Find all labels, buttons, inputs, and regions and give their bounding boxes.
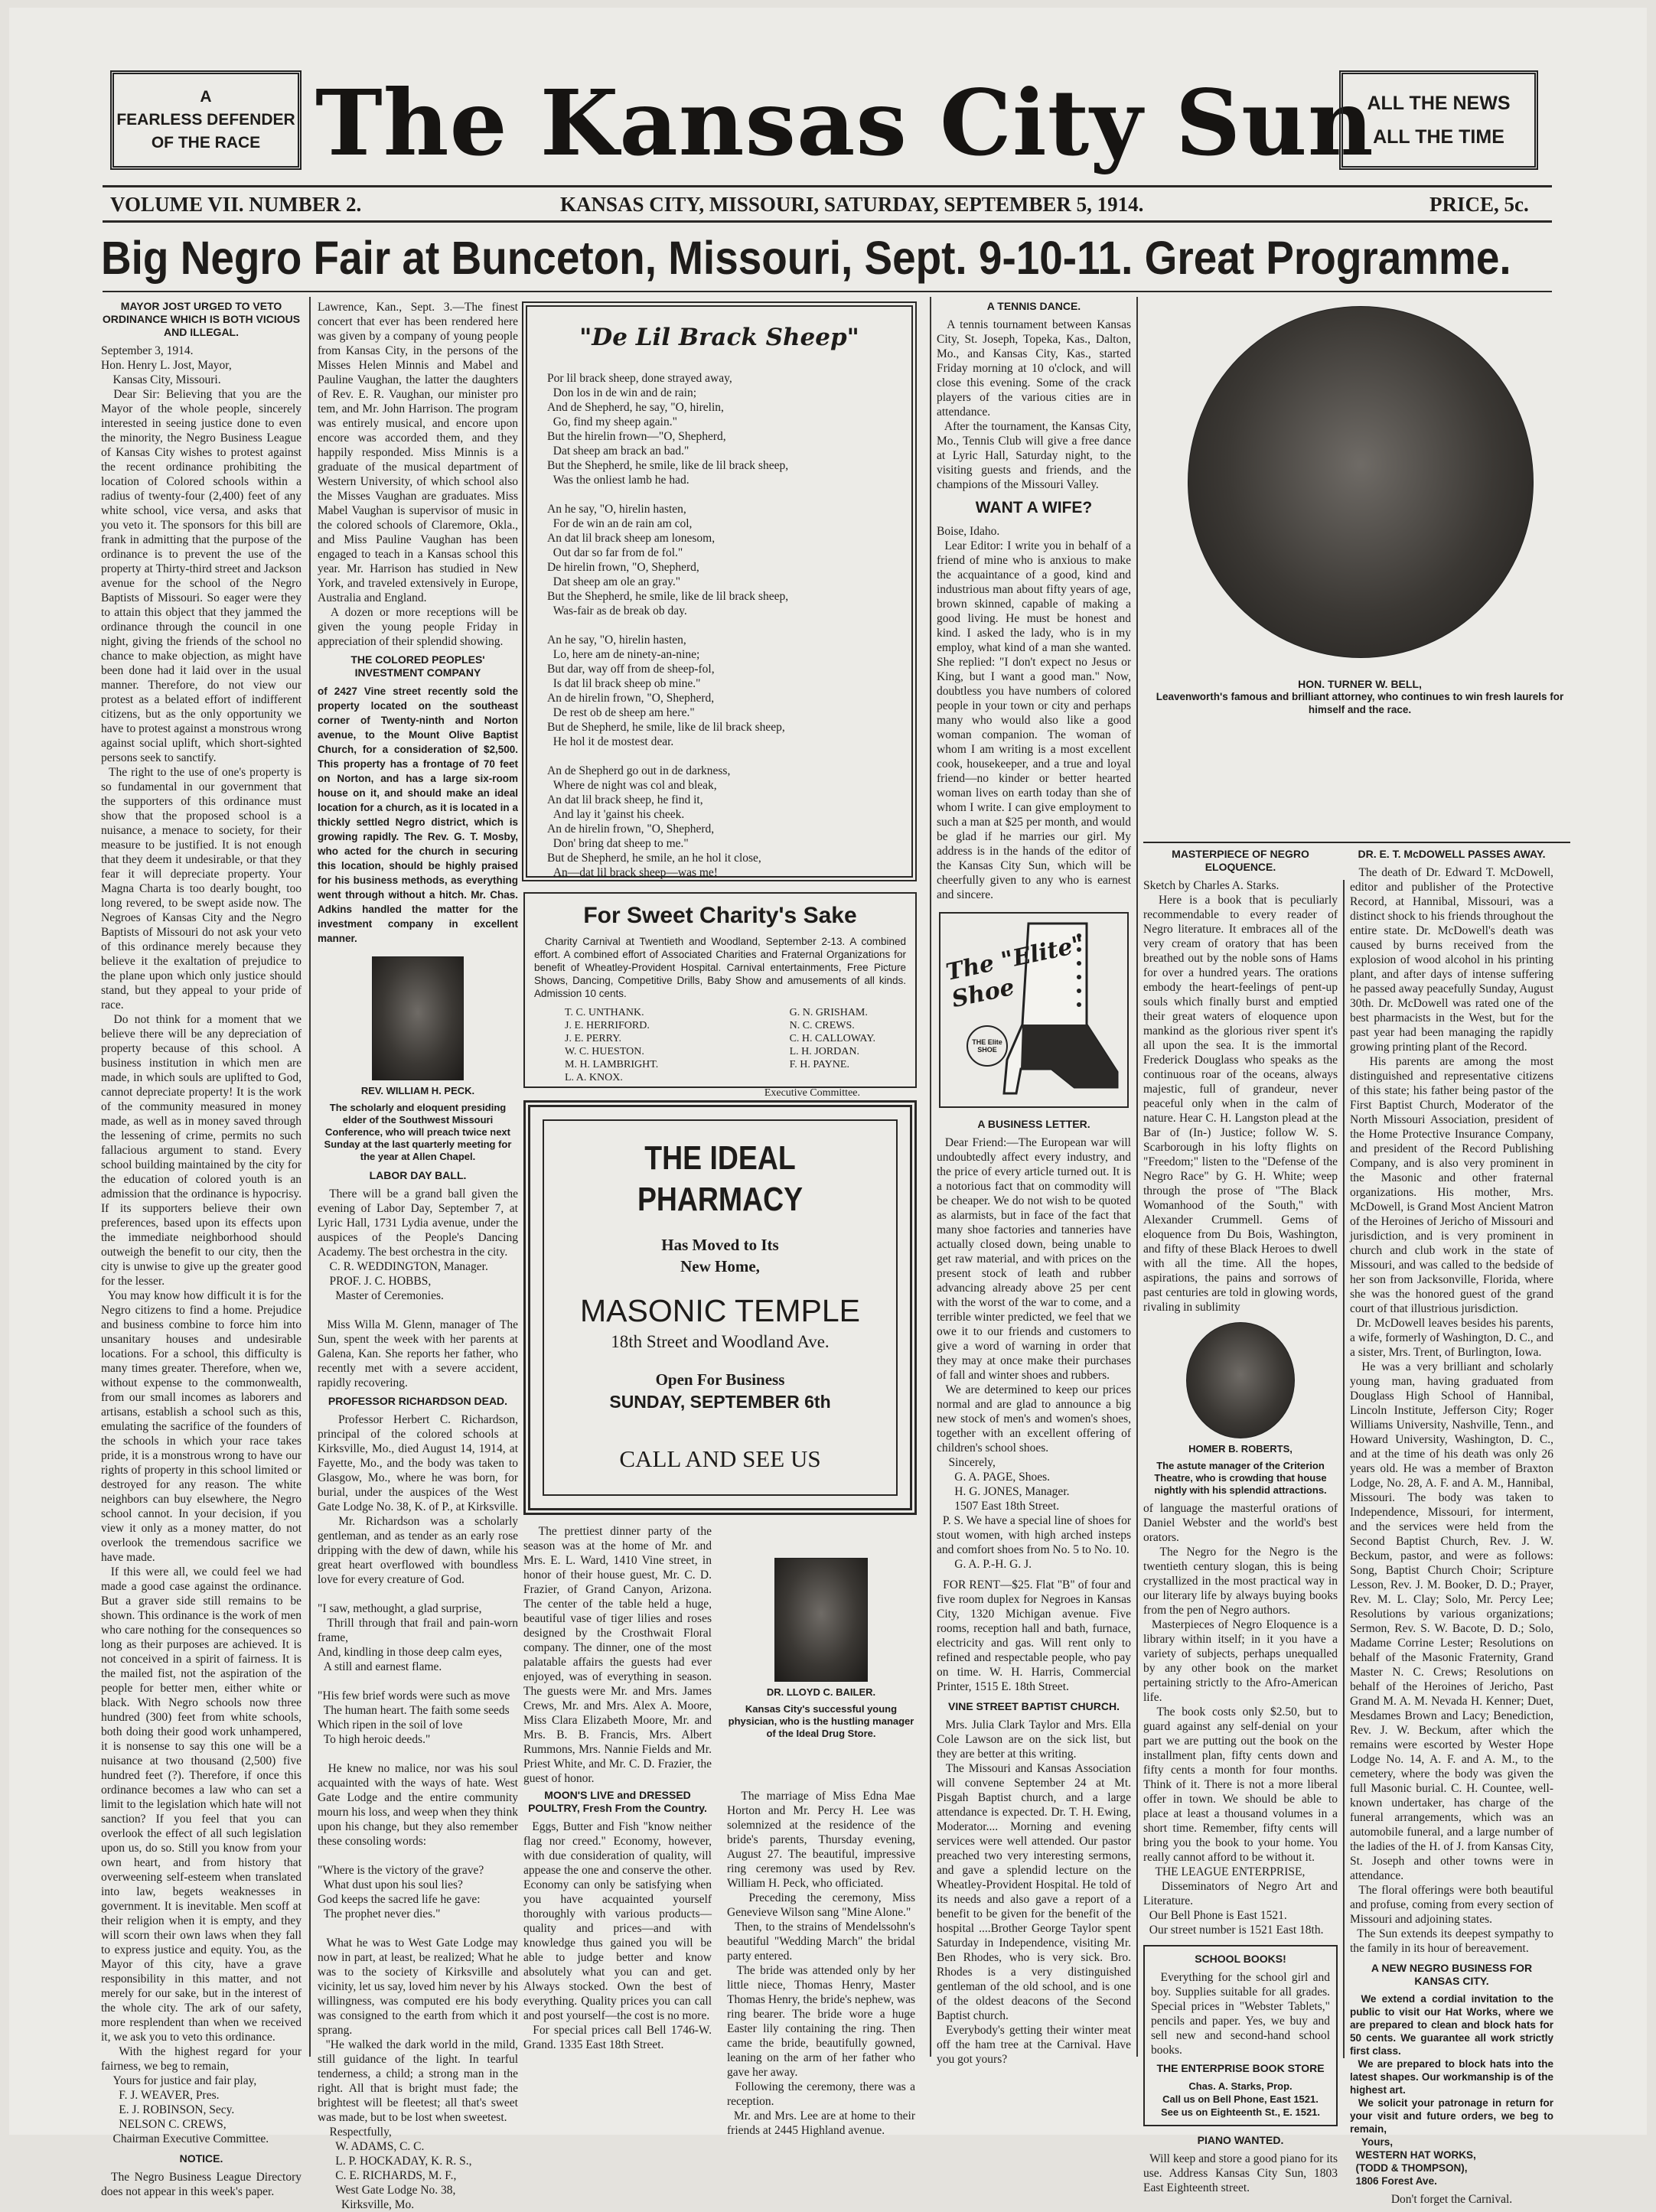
portrait-photo-peck (372, 956, 464, 1080)
school-books-headline: SCHOOL BOOKS! (1195, 1953, 1286, 1965)
portrait-photo-bailer (774, 1558, 868, 1682)
photo-caption-text: Leavenworth's famous and brilliant attorney, who continues to win fresh laurels for himself and the race. (1156, 691, 1567, 715)
newspaper-nameplate: The Kansas City Sun (315, 70, 1374, 176)
want-a-wife-article: Boise, Idaho. Lear Editor: I write you in behalf of a friend of mine who is anxious to make the acquaintance of a good, kind and industrious man about fifty years of age, brown skinned, capable of making a good living. He must be honest and kind. I asked the lady, who is in my employ, what kind of a man she wanted. She replied: "I don't expect no Jesus or King, but I want a good man." Now, doubtless you have numbers of colored people in your town or city and perhaps many who would also like a good woman companion. The woman of whom I am writing is a most excellent cook, housekeeper, and a true and loyal friend—no kinder or better hearted woman lives on earth today than she of whom I write. I can give employment to such a man at $25 per month, and would be glad if he marries our girl. My address is in the hands of the editor of the Kansas City Sun, which will be cheerfully given to any who is earnest and sincere. (937, 525, 1131, 901)
labor-day-article: There will be a grand ball given the evening of Labor Day, September 7, at Lyric Hall, 1731 Lydia avenue, under the auspices of the People's Dancing Academy. The best orchestra in the city. C. R. WEDDINGTON, Manager. PROF. J. C. HOBBS, Master of Ceremonies. Miss Willa M. Glenn, manager of The Sun, spent the week with her parents at Galena, Kan. She reports her father, who recently met with a severe accident, rapidly recovering. (318, 1187, 518, 1389)
pharmacy-location: MASONIC TEMPLE (579, 1293, 861, 1328)
pharmacy-name: THE IDEAL PHARMACY (637, 1139, 804, 1218)
ear-line: A (200, 88, 212, 106)
photo-caption-name: REV. WILLIAM H. PECK. (360, 1085, 475, 1096)
shoe-brand: The "Elite" Shoe (944, 930, 1087, 1014)
church-headline: VINE STREET BAPTIST CHURCH. (947, 1700, 1120, 1712)
notice-body: The Negro Business League Directory does not appear in this week's paper. (101, 2171, 305, 2198)
committee-name: J. E. PERRY. (565, 1033, 622, 1044)
dinner-party-text: The prettiest dinner party of the season was at the home of Mr. and Mrs. E. L. Ward, 1410 Vine street, in honor of their house guest, Mr. C. D. Frazier, of Grand Canyon, Arizona. The center of the table held a huge, beautiful vase of tiger lilies and roses designed by the Crosthwait Floral company. The dinner, one of the most palatable affairs the guests had ever enjoyed, was of everything in season. The guests were Mr. and Mrs. James Crews, Mr. and Mrs. Alex A. Moore, Miss Clara Elizabeth Moore, Mr. and Mrs. B. B. Francis, Mrs. Albert Rummons, Mrs. Nannie Fields and Mr. Priest White, and Mr. C. D. Frazier, the guest of honor. (523, 1525, 715, 1785)
committee-name: C. H. CALLOWAY. (789, 1033, 875, 1044)
investment-headline: THE COLORED PEOPLES' INVESTMENT COMPANY (350, 653, 485, 679)
committee-name: L. A. KNOX. (565, 1072, 623, 1083)
wedding-text: The marriage of Miss Edna Mae Horton and Mr. Percy H. Lee was solemnized at the residence of the bride's parents, Thursday evening, August 27. The beautiful, impressive ring ceremony was used by Rev. William H. Peck, who officiated. Preceding the ceremony, Miss Genevieve Wilson sang "Mine Alone." Then, to the strains of Mendelssohn's beautiful "Wedding March" the bridal party entered. The bride was attended only by her little niece, Thomas Henry, Master Thomas Henry, the bride's nephew, was ring bearer. The bride wore a huge Easter lily containing the ring. Then came the bride, beautifully gowned, leaning on the arm of her father who gave her away. Following the ceremony, there was a reception. Mr. and Mrs. Lee are at home to their friends at 2445 Highland avenue. (727, 1790, 916, 2137)
photo-caption-text: The scholarly and eloquent presiding elder of the Southwest Missouri Conference, who will preach twice next Sunday at the last quarterly meeting for the year at Allen Chapel. (324, 1102, 515, 1162)
committee-name: L. H. JORDAN. (789, 1046, 859, 1057)
bell-portrait-block (1151, 306, 1570, 666)
business-letter-body: Dear Friend:—The European war will undoubtedly affect every industry, and the price of every article turned out. It is a notorious fact that on commodity will be cheaper. We do not wish to be quoted as alarmists, but in face of the fact that many shoe factories and tanneries have actually closed down, being unable to get raw material, and with prices on the present stock of leath and rubber advancing already above 25 per cent with the worst of the war to come, and a terrible winter predicted, we feel that we owe it to our friends and customers to give a word of warning in order that they may at once make their purchases of fall and winter shoes and rubbers. We are determined to keep our prices normal and are glad to announce a big new stock of men's and women's shoes, together with an excellent offering of children's school shoes. Sincerely, G. A. PAGE, Shoes. H. G. JONES, Manager. 1507 East 18th Street. P. S. We have a special line of shoes for stout women, with high arched insteps and comfort shoes from No. 5 to No. 10. G. A. P.-H. G. J. (937, 1136, 1132, 1571)
portrait-photo-roberts (1186, 1322, 1295, 1438)
committee-name: G. N. GRISHAM. (789, 1007, 868, 1018)
ear-line: ALL THE NEWS (1367, 93, 1511, 114)
column-rule (309, 297, 311, 2057)
charity-title: For Sweet Charity's Sake (583, 903, 857, 928)
concert-article: Lawrence, Kan., Sept. 3.—The finest concert that ever has been rendered here was given by a company of young people from Kansas City, in the persons of the Misses Helen Minnis and Mabel and Pauline Vaughan, the latter the daughters of Rev. E. R. Vaughan, our minister pro tem, and Mr. John Harrison. The program was entirely musical, and encore upon encore was accorded them, and they happily responded. Miss Minnis is a graduate of the musical department of Western University, of which school also the Misses Vaughan are graduates. Miss Mabel Vaughan is supervisor of music in the colored schools of Claremore, Okla., and Miss Pauline Vaughan has been engaged to teach in a Kansas school this year. Mr. Harrison has studied in New York, and traveled extensively in Europe, Australia and England. A dozen or more receptions will be given the young people Friday in appreciation of their splendid showing. (318, 301, 519, 648)
committee-name: T. C. UNTHANK. (565, 1007, 644, 1018)
pharmacy-moved: Has Moved to Its New Home, (661, 1236, 779, 1275)
piano-text: Will keep and store a good piano for its use. Address Kansas City Sun, 1803 East Eighteenth street. (1143, 2152, 1341, 2194)
pharmacy-ad-inner (543, 1119, 898, 1496)
hat-works-ad: We extend a cordial invitation to the public to visit our Hat Works, where we are prepared to clean and block hats for 50 cents. We guarantee all work strictly first class. We are prepared to block hats into the latest shapes. Our workmanship is of the highest art. We solicit your patronage in return for your visit and future orders, we beg to remain, Yours, WESTERN HAT WORKS, (TODD & THOMPSON), 1806 Forest Ave. (1350, 1993, 1553, 2187)
obituary-headline: PROFESSOR RICHARDSON DEAD. (328, 1395, 508, 1407)
newspaper-page (9, 8, 1647, 2211)
divider (103, 185, 1552, 187)
photo-caption-name: HON. TURNER W. BELL, (1298, 678, 1422, 690)
poultry-headline: MOON'S LIVE and DRESSED POULTRY, Fresh From the Country. (528, 1789, 707, 1814)
column-4 (937, 300, 1134, 2083)
column-rule (1136, 297, 1138, 2057)
business-letter-headline: A BUSINESS LETTER. (977, 1118, 1090, 1130)
column-6 (1350, 848, 1554, 2206)
photo-caption-text: The astute manager of the Criterion Theatre, who is crowding that house nightly with his splendid attractions. (1154, 1460, 1330, 1496)
committee-name: M. H. LAMBRIGHT. (565, 1059, 659, 1070)
committee-name: W. C. HUESTON. (565, 1046, 644, 1057)
wedding-article (727, 1789, 916, 2137)
volume-line: VOLUME VII. NUMBER 2. (110, 193, 362, 216)
dateline: KANSAS CITY, MISSOURI, SATURDAY, SEPTEMBER 5, 1914. (560, 193, 1144, 216)
poem-frame (522, 301, 917, 881)
divider (1143, 842, 1570, 843)
portrait-photo-bell (1188, 306, 1534, 658)
banner-headline: Big Negro Fair at Bunceton, Missouri, Sept. 9-10-11. Great Programme. (101, 232, 1511, 284)
column-1 (101, 300, 305, 2198)
shoe-stamp: THE Elite SHOE (972, 1038, 1002, 1054)
article-headline: MAYOR JOST URGED TO VETO ORDINANCE WHICH IS BOTH VICIOUS AND ILLEGAL. (102, 300, 301, 338)
church-article: Mrs. Julia Clark Taylor and Mrs. Ella Cole Lawson are on the sick list, but they are better at this writing. The Missouri and Kansas Association will convene September 24 at Mt. Pisgah Baptist church, and a large attendance is expected. Dr. T. H. Ewing, Moderator.... Morning and evening services were well attended. Our pastor preached two very interesting sermons, and gave a splendid lecture on the Wheatley-Provident Hospital. He told of its needs and also gave a report of a benefit to be given for the benefit of the hospital ....Brother George Taylor spent Saturday in Independence, visiting Mr. Ben Rhodes, who is very sick. Bro. Rhodes is a very distinguished gentleman of the old school, and is one of the oldest deacons of the Second Baptist church. Everybody's getting their winter meat off the ham tree at the Carnival. Have you got yours? (937, 1718, 1131, 2066)
bailer-portrait-block (727, 1524, 915, 1783)
obituary-article: Professor Herbert C. Richardson, principal of the colored schools at Kirksville, Mo., died August 14, 1914, at Fayette, Mo., and the body was taken to Glasgow, Mo., where he was born, for burial, under the auspices of the West Gate Lodge No. 38, K. of P., at Kirksville. Mr. Richardson was a scholarly gentleman, and as tender as an early rose dripping with the dew of dawn, while his great heart overflowed with boundless love for every creature of God. "I saw, methought, a glad surprise, Thrill through that frail and pain-worn frame, And, kindling in those deep calm eyes, A still and earnest flame. "His few brief words were such as move The human heart. The faith some seeds Which ripen in the soil of love To high heroic deeds." He knew no malice, nor was his soul acquainted with the ways of hate. West Gate Lodge and the entire community mourn his loss, and weep when they think upon his change, but they also remember these consoling words: "Where is the victory of the grave? What dust upon his soul lies? God keeps the sacred life he gave: The prophet never dies." What he was to West Gate Lodge may now in part, at least, be realized; What he was to the society of Kirksville and vicinity, let us say, loved him never by his willingness, was computed ere his body was consigned to the earth from which it sprang. "He walked the dark world in the mild, still guidance of the light. In tearful tenderness, a child; a strong man in the right. All that is bright must fade; the brightest will be fleetest; all that's sweet was made, but to be lost when sweetest. Respectfully, W. ADAMS, C. C. L. P. HOCKADAY, K. R. S., C. E. RICHARDS, M. F., West Gate Lodge No. 38, Kirksville, Mo. (318, 1413, 519, 2211)
column-rule (1343, 880, 1345, 2058)
pharmacy-open: Open For Business (655, 1370, 785, 1389)
mcdowell-headline: DR. E. T. McDOWELL PASSES AWAY. (1358, 848, 1546, 860)
committee-signature: Executive Committee. (764, 1087, 860, 1099)
committee-names (534, 1006, 906, 1084)
tennis-article: A tennis tournament between Kansas City, St. Joseph, Topeka, Kas., Dalton, Mo., and Kansas City, Kas., started Friday morning at 10 o'clock, and will close this evening. Some of the crack players of the various cities are in attendance. After the tournament, the Kansas City, Mo., Tennis Club will give a free dance at Lyric Hall, Saturday night, to the visiting guests and friends, and the champions of the Missouri Valley. (937, 318, 1132, 491)
for-rent-notice: FOR RENT—$25. Flat "B" of four and five room duplex for Negroes in Kansas City, 1320 Michigan avenue. Five rooms, reception hall and bath, furnace, electricity and gas. Will rent only to refined and respectable people, who pay on time. W. H. Harris, Commercial Printer, 1515 E. 18th Street. (937, 1578, 1134, 1693)
bookstore-ad (1143, 1945, 1338, 2126)
committee-list-left (565, 1006, 658, 1084)
ear-line: OF THE RACE (151, 134, 261, 151)
committee-name: F. H. PAYNE. (789, 1059, 849, 1070)
investment-article: of 2427 Vine street recently sold the property located on the southeast corner of Twenty-ninth and Norton avenue, to the Mount Olive Baptist Church, for a consideration of $2,500. This property has a frontage of 70 feet on Norton, and has a large six-room house on it, and should make an ideal location for a church, as it is located in a thickly settled Negro district, which is growing rapidly. The Rev. G. T. Mosby, who acted for the church in securing this location, should be highly praised for his business methods, as everything went through without a hitch. Mr. Chas. Adkins handled the matter for the investment company in excellent manner. (318, 686, 521, 944)
hat-works-headline: A NEW NEGRO BUSINESS FOR KANSAS CITY. (1371, 1962, 1533, 1987)
photo-caption-name: HOMER B. ROBERTS, (1188, 1443, 1293, 1455)
charity-body: Charity Carnival at Twentieth and Woodland, September 2-13. A combined effort. A combined effort of Associated Charities and Fraternal Organizations for benefit of Wheatley-Provident Hospital. Carnival entertainments, Free Picture Shows, Dancing, Competitive Drills, Baby Show and amusements of all kinds. Admission 10 cents. (534, 936, 909, 999)
piano-headline: PIANO WANTED. (1197, 2134, 1284, 2146)
eloquence-headline: MASTERPIECE OF NEGRO ELOQUENCE. (1172, 848, 1309, 873)
labor-day-headline: LABOR DAY BALL. (369, 1169, 467, 1181)
pharmacy-call: CALL AND SEE US (619, 1445, 821, 1472)
divider (103, 220, 1552, 223)
pharmacy-address: 18th Street and Woodland Ave. (611, 1332, 830, 1351)
bookstore-name: THE ENTERPRISE BOOK STORE (1156, 2062, 1325, 2074)
poultry-ad (523, 1789, 712, 2087)
column-2 (318, 300, 521, 2211)
committee-name: N. C. CREWS. (789, 1020, 855, 1031)
column-rule (930, 297, 931, 2057)
shoe-ad (937, 910, 1131, 1110)
charity-notice (523, 892, 917, 1099)
committee-name: J. E. HERRIFORD. (565, 1020, 650, 1031)
masthead-right-ear (1339, 70, 1538, 170)
masthead-left-ear (110, 70, 302, 170)
eloquence-article-continued: of language the masterful orations of Daniel Webster and the world's best orators. The Negro for the Negro is the twentieth century slogan, this is being crystallized in the most practical way in our literary life by always buying books from the pen of Negro authors. Masterpieces of Negro Eloquence is a library within itself; in it you have a variety of subjects, perhaps unequalled by any other book on the market pertaining strictly to the Afro-American life. The book costs only $2.50, but to guard against any self-denial on your part we are putting out the book on the installment plan, fifty cents down and fifty cents a month for four months. Think of it. There is not a more liberal offer in town. We should be able to place at least a thousand volumes in a short time. Remember, fifty cents will bring you the book to your home. You really cannot afford to be without it. THE LEAGUE ENTERPRISE, Disseminators of Negro Art and Literature. Our Bell Phone is East 1521. Our street number is 1521 East 18th. (1143, 1502, 1338, 1937)
bookstore-contact: Chas. A. Starks, Prop. Call us on Bell Phone, East 1521. See us on Eighteenth St., E. 1521. (1160, 2080, 1321, 2118)
pharmacy-ad (523, 1100, 917, 1515)
column-5 (1143, 848, 1341, 2194)
poem-text: Por lil brack sheep, done strayed away, Don los in de win and de rain; And de Shepherd, he say, "O, hirelin, Go, find my sheep again." But the hirelin frown—"O, Shepherd, Dat sheep am brack an bad." But the Shepherd, he smile, like de lil brack sheep, Was the onliest lamb he had. An he say, "O, hirelin hasten, For de win an de rain am col, An dat lil brack sheep am lonesom, Out dar so far from de fol." De hirelin frown, "O, Shepherd, Dat sheep am ole an gray." But the Shepherd, he smile, like de lil brack sheep, Was-fair as de break ob day. An he say, "O, hirelin hasten, Lo, here am de ninety-an-nine; But dar, way off from de sheep-fol, Is dat lil brack sheep ob mine." An de hirelin frown, "O, Shepherd, De rest ob de sheep am here." But de Shepherd, he smile, like de lil brack sheep, He hol it de mostest dear. An de Shepherd go out in de darkness, Where de night was col and bleak, An dat lil brack sheep, he find it, And lay it 'gainst his cheek. An de hirelin frown, "O, Shepherd, Don' bring dat sheep to me." But de Shepherd, he smile, an he hol it close, An—dat lil brack sheep—was me! (547, 372, 789, 879)
want-a-wife-headline: WANT A WIFE? (975, 499, 1093, 516)
article-body: September 3, 1914. Hon. Henry L. Jost, Mayor, Kansas City, Missouri. Dear Sir: Believing that you are the Mayor of the whole people, sincerely interested in seeing justice done to even the minority, the Negro Business League of Kansas City wishes to protest against the recent ordinance prohibiting the location of Colored schools within a radius of twenty-four (2,400) feet of any white school, vice versa, and asks that you veto it. The sponsors for this bill are frank in admitting that the purpose of the ordinance is to prevent the use of the property at Thirty-third street and Jackson avenue for the school of the Negro Baptists of Missouri. So eager were they to attain this object that they jammed the ordinance through the council in one night, giving the friends of the school no chance to make objection, as might have been done had it laid over in the usual manner. Therefore, do not view our protest as a belated effort of indifferent citizens, but as the only opportunity we have to protest against a monstrous wrong against social uplift, which short-sighted persons seek to sanctify. The right to the use of one's property is so fundamental in our government that the supporters of this ordinance must show that the proposed school is a nuisance, a menace to society, for their measure to be justified. It is not enough that they deem it undesirable, or that they fear it will depreciate property. Your Magna Charta is too dearly bought, too long revered, to be swept aside now. The Negroes of Kansas City and the Negro Baptists of Missouri do not ask your veto of this ordinance merely because they believe it the exaltation of prejudice to the plane upon which only justice should stand, but they appeal to your pride of race. Do not think for a moment that we believe there will be any depreciation of property because of this school. A business institution in which men are made, in which souls are uplifted to God, cannot depreciate property! It is the work of the community measured in money made, as well as in money saved through the lessening of crime, permits no such fallacious argument to stand. Every school building maintained by the city for the education of colored youth is an admission that the ordinance is hypocrisy. If its supporters believe their own preferences, based upon its effects upon the immediate neighborhood should outweigh the benefit to our city, then the city is unwise to give up the greater good for the lesser. You may know how difficult it is for the Negro citizens to find a home. Prejudice and business combine to force him into unsanitary houses and undesirable locations. For a school, this difficulty is many times greater. Therefore, when we, without expense to the commonwealth, from our small incomes as laborers and artisans, establish a school such as this, emulating the sacrifice of the founders of the schools in which your race takes pride, it is a monstrous wrong to have our rights of property in this school limited or destroyed for any reason. The white neighbors can buy elsewhere, the Negro school cannot. In your decision, if you view it only as a money matter, do not overlook the tremendous sacrifice we have made. If this were all, we could feel we had made a good case against the ordinance. But a graver side still remains to be shown. This ordinance is the work of men who care nothing for the consequences so long as their purposes are achieved. It is not conceived in a spirit of fairness. It is the mailed fist, not the aspiration of the people for better men, either white or black. With Negro schools now three hundred (300) feet from white schools, both doing their good work unhampered, it is nonsense to say this one will be a nuisance at two thousand (2,500) five hundred feet (?). Therefore, if once this ordinance becomes a law who can set a limit to the legislation which hate will not sanction? If you feel that you can overlook the effect of all such legislation upon us, do so. Still you know from your own heart, and from history that overweening self-esteem when translated into law, begets weaknesses in government. It is inevitable. Men scoff at their religion when it is empty, and they will scorn their own laws when they fall to express justice and equity. You, as the Mayor of this city, have a grave responsibility in this matter, and not merely for our sake, but in the interest of the whole city. The ark of our safety, more resplendent than when we received it, we ask you to veto this ordinance. With the highest regard for your fairness, we beg to remain, Yours for justice and fair play, F. J. WEAVER, Pres. E. J. ROBINSON, Secy. NELSON C. CREWS, Chairman Executive Committee. (101, 344, 302, 2145)
mcdowell-article: The death of Dr. Edward T. McDowell, editor and publisher of the Protective Record, at Hannibal, Missouri, was a distinct shock to his friends throughout the entire state. Dr. McDowell's death was caused by burns received from the explosion of wood alcohol in his printing plant, and after days of intense suffering he passed away peacefully Sunday, August 30th. Dr. McDowell was rated one of the best pharmacists in the West, but for the past year had been managing the rapidly growing printing plant of the Record. His parents are among the most distinguished and representative citizens of this state; his father being pastor of the First Baptist Church, Moderator of the North Missouri Association, president of the Home Protective Insurance Company, and president of the Record Publishing Company, and is also very prominent in the Masonic and other fraternal organizations. His mother, Mrs. McDowell, is Grand Most Ancient Matron of the Heroines of Jericho of Missouri and jurisdiction, and is very prominent in church and club work in the state of Missouri, and was called to the bedside of her son from Jacksonville, Florida, where she was the honored guest of the grand court of that illustrious jurisdiction. Dr. McDowell leaves besides his parents, a wife, formerly of Washington, D. C., and a sister, Mrs. Trent, of Burlington, Iowa. He was a very brilliant and scholarly young man, having graduated from Douglass High School of Hannibal, Lincoln Institute, Jefferson City; Roger Williams University, Nashville, Tenn., and Howard University, Washington, D. C., and at the time of his death was only 26 years old. He was a member of Braxton Lodge, No. 28, A. F. and A. M., Hannibal, Missouri. The body was taken to Independence, Missouri, for interment, and the services were held from the Second Baptist Church, Rev. J. W. Beckum, pastor, and were as follows: Song, Baptist Church Choir; Scripture Lesson, Rev. J. M. Booker, D. D.; Prayer, Rev. M. L. Clay; Solo, Mr. Percy Lee; Resolutions by various organizations; Sermon, Rev. S. W. Bacote, D. D.; Solo, Madame Corrine Lester; Resolutions on behalf of the Masonic Fraternity, Grand Master N. C. Crews; Resolutions on behalf of the Heroines of Jericho, Past Grand M. A. M. Nevada H. Kenner; Duet, Mesdames Brown and Lacy; Benediction, Rev. J. W. Beckum, after which the remains were escorted by Wester Hope Lodge No. 14, A. F. and A. M., to the cemetery, where the body was given the full Masonic burial. C. H. Countee, well-known undertaker, has charge of the funeral arrangements, which was an automobile funeral, and a large number of the ladies of the H. of J. from Kansas City, St. Joseph and other towns were in attendance. The floral offerings were both beautiful and profuse, coming from every section of Missouri and adjoining states. The Sun extends its deepest sympathy to the family in its hour of bereavement. (1350, 866, 1554, 1955)
divider (103, 291, 1552, 292)
poem-title: "De Lil Brack Sheep" (579, 324, 859, 351)
pharmacy-date: SUNDAY, SEPTEMBER 6th (609, 1392, 831, 1412)
notice-headline: NOTICE. (179, 2152, 223, 2165)
carnival-reminder: Don't forget the Carnival. (1390, 2193, 1513, 2206)
poultry-body: Eggs, Butter and Fish "know neither flag nor creed." Economy, however, with due consideration of quality, will appease the one and conserve the other. Economy can only be satisfying when you have acquainted yourself thoroughly with various products—quality and prices—and with knowledge thus gained you will be able to judge better and know absolutely what you can and get. Always stocked. Own the best of everything. Quality prices you can call and post yourself—the cost is no more. For special prices call Bell 1746-W. Grand. 1335 East 18th Street. (523, 1820, 712, 2051)
photo-caption-text: Kansas City's successful young physician, who is the hustling manager of the Ideal Drug Store. (728, 1703, 917, 1739)
ear-line: ALL THE TIME (1373, 126, 1504, 148)
photo-caption-name: DR. LLOYD C. BAILER. (766, 1686, 876, 1698)
committee-list-right (790, 1006, 875, 1084)
tennis-headline: A TENNIS DANCE. (986, 300, 1081, 312)
school-books-text: Everything for the school girl and boy. Supplies suitable for all grades. Special prices in "Webster Tablets," pencils and paper. Yes, we buy and sell new and second-hand school books. (1151, 1971, 1333, 2057)
dinner-party-article (523, 1524, 715, 1785)
eloquence-article: Sketch by Charles A. Starks. Here is a book that is peculiarly recommendable to every reader of Negro literature. It embraces all of the very cream of oratory that has been breathed out by the noble sons of Hams for over a hundred years. The orations embody the heart-feelings of pent-up souls which finally burst and emptied their great waters of eloquence upon mankind as the glorious river spent it's all upon the sea. It is the immortal Frederick Douglass who speaks as the continuous roar of the oceans, always majestic, full of grandeur, never peaceful only when in the calm of nature. Hear C. H. Langston plead at the Bar of (In-) Justice; follow W. S. Scarborough in his lofty flights on "Freedom;" listen to the "Defense of the Negro Race" by G. H. White; weep through the prose of "The Black Womanhood of the South," with Alexander Crummell. Gems of eloquence from Du Bois, Washington, and fifty of these Black Heroes to dwell with all the time. All the hopes, aspirations, the pains and sorrows of past centuries are told in glowing words, rivaling in sublimity (1143, 879, 1338, 1314)
ear-line: FEARLESS DEFENDER (116, 111, 295, 129)
price-line: PRICE, 5c. (1429, 193, 1529, 216)
